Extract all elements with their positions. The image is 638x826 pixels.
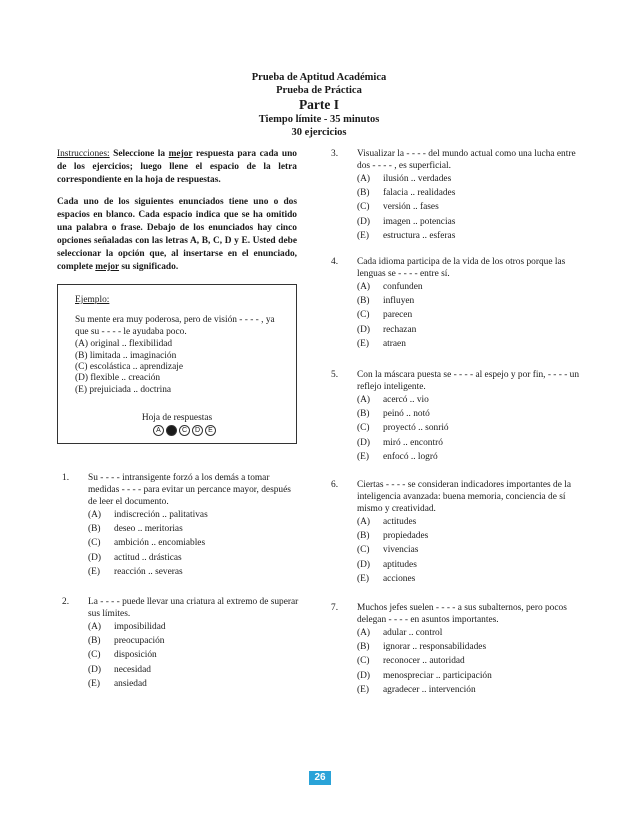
option-letter: (A) [88, 510, 102, 520]
instructions-column [57, 148, 297, 283]
question-2 [62, 596, 302, 696]
question-options [357, 626, 492, 697]
option-text: agradecer .. intervención [383, 684, 476, 695]
option-text: reconocer .. autoridad [383, 656, 465, 667]
option-letter: (E) [357, 684, 369, 695]
option-c [88, 648, 166, 662]
option-e [357, 229, 455, 243]
option-letter: (B) [357, 642, 370, 653]
question-number: 7. [331, 603, 339, 613]
option-c [88, 536, 208, 550]
question-options [357, 515, 428, 586]
option-letter: (D) [357, 670, 371, 681]
option-text: influyen [383, 296, 415, 307]
option-c [357, 200, 455, 214]
option-letter: (C) [88, 538, 101, 549]
option-text: acciones [383, 573, 416, 584]
option-letter: (A) [75, 339, 89, 350]
option-letter: (E) [75, 384, 87, 395]
option-text: proyectó .. sonrió [383, 423, 449, 434]
option-letter: (A) [357, 517, 371, 527]
option-text: actitud .. drásticas [114, 552, 182, 563]
option-letter: (C) [357, 545, 370, 556]
option-d [357, 323, 423, 337]
instructions-text: su significado. [119, 262, 179, 272]
option-b [357, 529, 428, 543]
option-a [357, 626, 492, 640]
bubble-c: C [179, 425, 190, 436]
answer-sheet-label: Hoja de respuestas [141, 413, 213, 423]
option-letter: (D) [88, 552, 102, 563]
question-5 [331, 369, 591, 469]
option-letter: (D) [357, 559, 371, 570]
option-b [357, 640, 492, 654]
option-a [88, 508, 208, 522]
option-text: preocupación [114, 636, 165, 647]
option-text: parecen [383, 310, 413, 321]
question-options [88, 508, 208, 579]
option-letter: (E) [357, 230, 369, 241]
option-text: propiedades [383, 531, 429, 542]
option-letter: (B) [357, 296, 370, 307]
option-letter: (E) [88, 566, 100, 577]
option-letter: (A) [357, 395, 371, 405]
instructions-paragraph-1 [57, 148, 297, 187]
option-text: escolástica .. aprendizaje [89, 362, 184, 373]
option-text: actitudes [383, 517, 417, 527]
option-text: estructura .. esferas [383, 230, 456, 241]
option-letter: (D) [357, 437, 371, 448]
option-text: ambición .. encomiables [114, 538, 206, 549]
emphasis-mejor: mejor [95, 262, 120, 272]
question-3 [331, 148, 591, 248]
question-4 [331, 256, 591, 356]
option-a [357, 172, 455, 186]
option-text: confunden [383, 282, 423, 292]
option-d [357, 558, 428, 572]
option-text: peinó .. notó [383, 409, 430, 420]
option-c [357, 543, 428, 557]
option-e [357, 683, 492, 697]
instructions-text: respuesta para cada uno de los ejercicios; luego llene el espacio de la letra correspondiente en la hoja de respuestas. [57, 149, 297, 185]
option-letter: (D) [357, 216, 371, 227]
option-text: menospreciar .. participación [383, 670, 492, 681]
bubble-e: E [205, 425, 216, 436]
bubble-b-filled [166, 425, 177, 436]
question-number: 2. [62, 597, 70, 607]
option-a [357, 393, 449, 407]
option-letter: (A) [88, 622, 102, 632]
example-title: Ejemplo: [75, 295, 110, 305]
option-d [357, 215, 455, 229]
question-options [357, 172, 455, 243]
question-text: Cada idioma participa de la vida de los otros porque las lenguas se - - - - entre sí. [357, 257, 566, 279]
question-6 [331, 479, 591, 594]
question-number: 4. [331, 257, 339, 267]
bubble-a: A [153, 425, 164, 436]
option-letter: (E) [88, 678, 100, 689]
option-letter: (D) [357, 324, 371, 335]
answer-bubbles [153, 425, 216, 436]
instructions-paragraph-2 [57, 196, 297, 274]
option-text: falacia .. realidades [383, 188, 456, 199]
option-d [88, 663, 166, 677]
option-letter: (A) [357, 282, 371, 292]
option-letter: (A) [357, 628, 371, 638]
option-letter: (C) [88, 650, 101, 661]
bubble-d: D [192, 425, 203, 436]
option-c [357, 308, 423, 322]
question-number: 3. [331, 149, 339, 159]
option-text: reacción .. severas [114, 566, 183, 577]
option-text: adular .. control [383, 628, 443, 638]
example-option [75, 373, 290, 384]
option-text: ansiedad [114, 678, 147, 689]
option-letter: (C) [357, 656, 370, 667]
option-b [357, 294, 423, 308]
part-title: Parte I [298, 97, 340, 112]
option-letter: (B) [88, 524, 101, 535]
option-d [357, 669, 492, 683]
option-letter: (B) [357, 531, 370, 542]
option-letter: (B) [357, 409, 370, 420]
option-text: deseo .. meritorias [114, 524, 183, 535]
option-text: ignorar .. responsabilidades [383, 642, 487, 653]
question-text: Su - - - - intransigente forzó a los demás a tomar medidas - - - - para evitar un percance mayor, después de leer el documento. [88, 473, 291, 507]
option-e [88, 677, 166, 691]
question-number: 5. [331, 370, 339, 380]
option-letter: (C) [357, 423, 370, 434]
option-letter: (C) [357, 202, 370, 213]
option-letter: (E) [357, 573, 369, 584]
question-number: 1. [62, 473, 70, 483]
option-text: limitada .. imaginación [89, 350, 177, 361]
option-letter: (A) [357, 174, 371, 184]
example-option [75, 385, 290, 396]
option-letter: (D) [88, 664, 102, 675]
option-a [357, 280, 423, 294]
option-text: acercó .. vio [383, 395, 429, 405]
question-text: Con la máscara puesta se - - - - al espejo y por fin, - - - - un reflejo inteligente. [357, 370, 580, 392]
option-letter: (B) [357, 188, 370, 199]
option-d [357, 436, 449, 450]
time-limit: Tiempo límite - 35 minutos [258, 114, 380, 125]
option-text: versión .. fases [383, 202, 439, 213]
option-a [357, 515, 428, 529]
instructions-text: Seleccione la [109, 149, 169, 159]
question-text: Visualizar la - - - - del mundo actual como una lucha entre dos - - - - , es superficial. [357, 149, 576, 171]
option-c [357, 654, 492, 668]
question-text: La - - - - puede llevar una criatura al extremo de superar sus límites. [88, 597, 299, 619]
option-text: flexible .. creación [90, 373, 161, 384]
option-text: vivencias [383, 545, 419, 556]
option-letter: (E) [357, 338, 369, 349]
option-e [88, 565, 208, 579]
question-1 [62, 472, 302, 592]
instructions-label: Instrucciones: [57, 149, 110, 159]
option-text: prejuiciada .. doctrina [89, 384, 172, 395]
option-text: rechazan [383, 324, 417, 335]
option-letter: (B) [75, 350, 88, 361]
option-b [357, 186, 455, 200]
option-b [88, 634, 166, 648]
option-text: disposición [114, 650, 157, 661]
example-content [75, 295, 290, 396]
option-text: aptitudes [383, 559, 417, 570]
question-options [88, 620, 166, 691]
option-e [357, 450, 449, 464]
option-a [88, 620, 166, 634]
option-text: original .. flexibilidad [90, 339, 173, 350]
example-question: Su mente era muy poderosa, pero de visión - - - - , ya que su - - - - le ayudaba poco. [75, 315, 275, 337]
exercise-count: 30 ejercicios [291, 127, 347, 138]
option-text: necesidad [114, 664, 151, 675]
example-option [75, 351, 290, 362]
page-number: 26 [309, 771, 331, 785]
option-d [88, 551, 208, 565]
example-option [75, 362, 290, 373]
option-letter: (C) [357, 310, 370, 321]
instructions-text: Cada uno de los siguientes enunciados tiene uno o dos espacios en blanco. Cada espacio indica que se ha omitido una palabra o frase. Debajo de los enunciados hay cinco opciones señaladas con las letras A, B, C, D y E. Usted debe seleccionar la opción que, al insertarse en el enunciado, complete [57, 197, 297, 272]
option-text: enfocó .. logró [383, 451, 438, 462]
option-text: imagen .. potencias [383, 216, 456, 227]
option-letter: (D) [75, 373, 89, 384]
option-b [88, 522, 208, 536]
test-title: Prueba de Aptitud Académica [251, 72, 387, 83]
option-letter: (C) [75, 362, 88, 373]
option-e [357, 572, 428, 586]
question-number: 6. [331, 480, 339, 490]
question-text: Muchos jefes suelen - - - - a sus subalternos, pero pocos delegan - - - - en asuntos importantes. [357, 603, 567, 625]
option-text: ilusión .. verdades [383, 174, 452, 184]
test-subtitle: Prueba de Práctica [276, 85, 362, 96]
option-text: miró .. encontró [383, 437, 443, 448]
question-options [357, 393, 449, 464]
option-c [357, 421, 449, 435]
example-box [57, 284, 297, 444]
example-option [75, 339, 290, 350]
option-text: atraen [383, 338, 406, 349]
question-options [357, 280, 423, 351]
question-text: Ciertas - - - - se consideran indicadores importantes de la inteligencia avanzada: buena memoria, conciencia de sí mismo y creatividad. [357, 480, 571, 514]
option-text: indiscreción .. palitativas [114, 510, 208, 520]
emphasis-mejor: mejor [168, 149, 193, 159]
option-text: imposibilidad [114, 622, 166, 632]
option-e [357, 337, 423, 351]
question-7 [331, 602, 591, 702]
option-b [357, 407, 449, 421]
option-letter: (B) [88, 636, 101, 647]
option-letter: (E) [357, 451, 369, 462]
